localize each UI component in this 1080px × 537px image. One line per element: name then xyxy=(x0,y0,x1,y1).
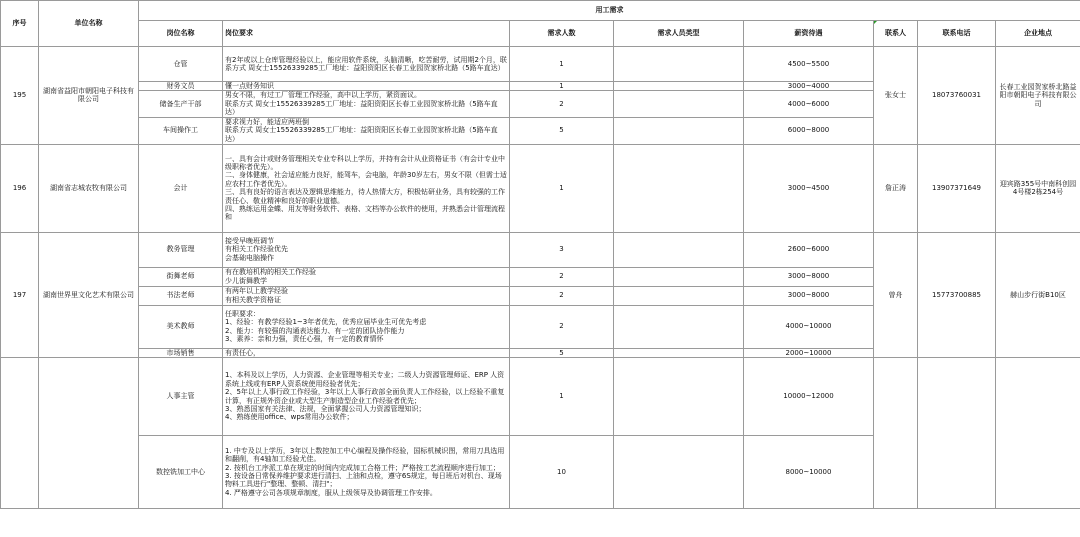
post-requirement: 有两年以上教学经验 有相关教学资格证 xyxy=(223,286,510,305)
post-type xyxy=(614,82,744,91)
post-count: 2 xyxy=(510,91,614,117)
company-seq xyxy=(1,358,39,509)
post-name: 美术教师 xyxy=(139,305,223,348)
post-type xyxy=(614,232,744,267)
post-salary: 8000~10000 xyxy=(744,436,874,509)
company-name: 湖南世界里文化艺术有限公司 xyxy=(39,232,139,357)
company-contact: 詹正涛 xyxy=(874,144,918,232)
post-requirement: 有责任心， xyxy=(223,348,510,357)
table-row xyxy=(1,232,1080,267)
post-requirement: 有2年或以上仓库管理经验以上，能应用软件系统，头脑清晰，吃苦耐劳，试用期2个月，联系方式 周女士15526339285工厂地址：益阳资阳区长春工业园贺家桥北路（5路车直达） xyxy=(223,47,510,82)
post-salary: 3000~8000 xyxy=(744,286,874,305)
header-count: 需求人数 xyxy=(510,21,614,47)
header-demand: 用工需求 xyxy=(139,1,1080,21)
post-type xyxy=(614,91,744,117)
post-type xyxy=(614,144,744,232)
post-count: 1 xyxy=(510,358,614,436)
company-address: 迎宾路355号中南科创园4号楼2栋254号 xyxy=(996,144,1080,232)
post-name: 车间操作工 xyxy=(139,117,223,144)
company-address xyxy=(996,358,1080,509)
post-name: 市场销售 xyxy=(139,348,223,357)
post-name: 街舞老师 xyxy=(139,267,223,286)
post-requirement: 1. 中专及以上学历，3年以上数控加工中心编程及操作经验，国标机械识图，常用刀具选用和翻削，有4轴加工经验尤佳。 2. 按机台工序派工单在规定的时间内完成加工合格工件；严格按工艺流程顺序进行加工； 3. 按设备日常保养维护要求进行清扫、上油和点检，遵守6S规定，每日班后对机台、现场物料工具进行"整理、整顿、清扫"； 4. 严格遵守公司各项规章制度，服从上级领导及协调管理工作安排。 xyxy=(223,436,510,509)
post-salary: 3000~4500 xyxy=(744,144,874,232)
company-name xyxy=(39,358,139,509)
post-name: 数控铣加工中心 xyxy=(139,436,223,509)
header-type: 需求人员类型 xyxy=(614,21,744,47)
company-phone: 18073760031 xyxy=(918,47,996,145)
post-count: 5 xyxy=(510,348,614,357)
post-type xyxy=(614,305,744,348)
post-requirement: 懂一点财务知识 xyxy=(223,82,510,91)
company-phone: 13907371649 xyxy=(918,144,996,232)
company-contact: 张女士 xyxy=(874,47,918,145)
header-company: 单位名称 xyxy=(39,1,139,47)
post-requirement: 1、本科及以上学历，人力资源、企业管理等相关专业；二级人力资源管理师证、ERP 人资系统上线或有ERP人资系统使用经验者优先； 2、5年以上人事行政工作经验，3年以上人事行政部全面负责人工作经验，以上经验不重复计算，有正规外资企业或大型生产制造型企业工作经验者优先； 3、熟悉国家有关法律、法规，全面掌握公司人力资源管理知识； 4、熟练使用office、wps常用办公软件； xyxy=(223,358,510,436)
post-type xyxy=(614,286,744,305)
company-name: 湖南省益阳市朝阳电子科技有限公司 xyxy=(39,47,139,145)
post-count: 1 xyxy=(510,82,614,91)
post-count: 5 xyxy=(510,117,614,144)
post-count: 1 xyxy=(510,144,614,232)
post-type xyxy=(614,117,744,144)
post-salary: 4000~10000 xyxy=(744,305,874,348)
post-type xyxy=(614,267,744,286)
post-type xyxy=(614,47,744,82)
post-count: 1 xyxy=(510,47,614,82)
post-count: 10 xyxy=(510,436,614,509)
header-salary: 薪资待遇 xyxy=(744,21,874,47)
header-phone: 联系电话 xyxy=(918,21,996,47)
company-seq: 195 xyxy=(1,47,39,145)
post-name: 储备生产干部 xyxy=(139,91,223,117)
company-phone xyxy=(918,358,996,509)
post-requirement: 一、具有会计或财务管理相关专业专科以上学历，并持有会计从业资格证书（有会计专业中级职称者优先）。 二、身体健康，社会适应能力良好，能驾车，会电脑，年龄30岁左右，男女不限（但需士适应农村工作者优先）。 三、具有良好的语言表达及逻辑思维能力，待人热情大方，积极钻研业务，具有较强的工作责任心、敬业精神和良好的职业道德。 四、熟练运用金蝶、用友等财务软件、表格、文档等办公软件的使用，并熟悉会计管理流程和 xyxy=(223,144,510,232)
post-salary: 10000~12000 xyxy=(744,358,874,436)
post-salary: 3000~4000 xyxy=(744,82,874,91)
header-post-name: 岗位名称 xyxy=(139,21,223,47)
company-phone: 15773700885 xyxy=(918,232,996,357)
post-count: 2 xyxy=(510,305,614,348)
company-seq: 197 xyxy=(1,232,39,357)
post-salary: 4500~5500 xyxy=(744,47,874,82)
header-contact: 联系人 xyxy=(874,21,918,47)
post-salary: 6000~8000 xyxy=(744,117,874,144)
post-requirement: 男女不限，有过工厂管理工作经验，高中以上学历，紧资面议。 联系方式 周女士15526339285工厂地址：益阳资阳区长春工业园贺家桥北路（5路车直达） xyxy=(223,91,510,117)
company-address: 长春工业园贺家桥北路益阳市朝阳电子科技有限公司 xyxy=(996,47,1080,145)
post-requirement: 有在教培机构的相关工作经验 少儿街舞教学 xyxy=(223,267,510,286)
post-type xyxy=(614,436,744,509)
company-contact xyxy=(874,358,918,509)
post-count: 3 xyxy=(510,232,614,267)
table-row xyxy=(1,358,1080,436)
header-seq: 序号 xyxy=(1,1,39,47)
post-count: 2 xyxy=(510,267,614,286)
header-address: 企业地点 xyxy=(996,21,1080,47)
post-salary: 3000~8000 xyxy=(744,267,874,286)
post-salary: 4000~6000 xyxy=(744,91,874,117)
post-type xyxy=(614,348,744,357)
post-requirement: 任职要求： 1、经验：有教学经验1~3年者优先，优秀应届毕业生可优先考虑 2、能力：有较强的沟通表达能力、有一定的团队协作能力 3、素养：亲和力强，责任心强，有一定的教育情怀 xyxy=(223,305,510,348)
company-contact: 曾舟 xyxy=(874,232,918,357)
post-name: 仓管 xyxy=(139,47,223,82)
post-name: 书法老师 xyxy=(139,286,223,305)
header-post-req: 岗位要求 xyxy=(223,21,510,47)
company-name: 湖南省志城农牧有限公司 xyxy=(39,144,139,232)
post-name: 会计 xyxy=(139,144,223,232)
post-requirement: 要求视力好，能适应两班倒 联系方式 周女士15526339285工厂地址：益阳资阳区长春工业园贺家桥北路（5路车直达） xyxy=(223,117,510,144)
post-salary: 2600~6000 xyxy=(744,232,874,267)
post-requirement: 接受早晚班调节 有相关工作经验优先 会基础电脑操作 xyxy=(223,232,510,267)
company-seq: 196 xyxy=(1,144,39,232)
company-address: 赫山步行街B10区 xyxy=(996,232,1080,357)
table-row xyxy=(1,47,1080,82)
post-type xyxy=(614,358,744,436)
post-count: 2 xyxy=(510,286,614,305)
post-salary: 2000~10000 xyxy=(744,348,874,357)
post-name: 教务管理 xyxy=(139,232,223,267)
post-name: 财务文员 xyxy=(139,82,223,91)
table-row xyxy=(1,144,1080,232)
post-name: 人事主管 xyxy=(139,358,223,436)
